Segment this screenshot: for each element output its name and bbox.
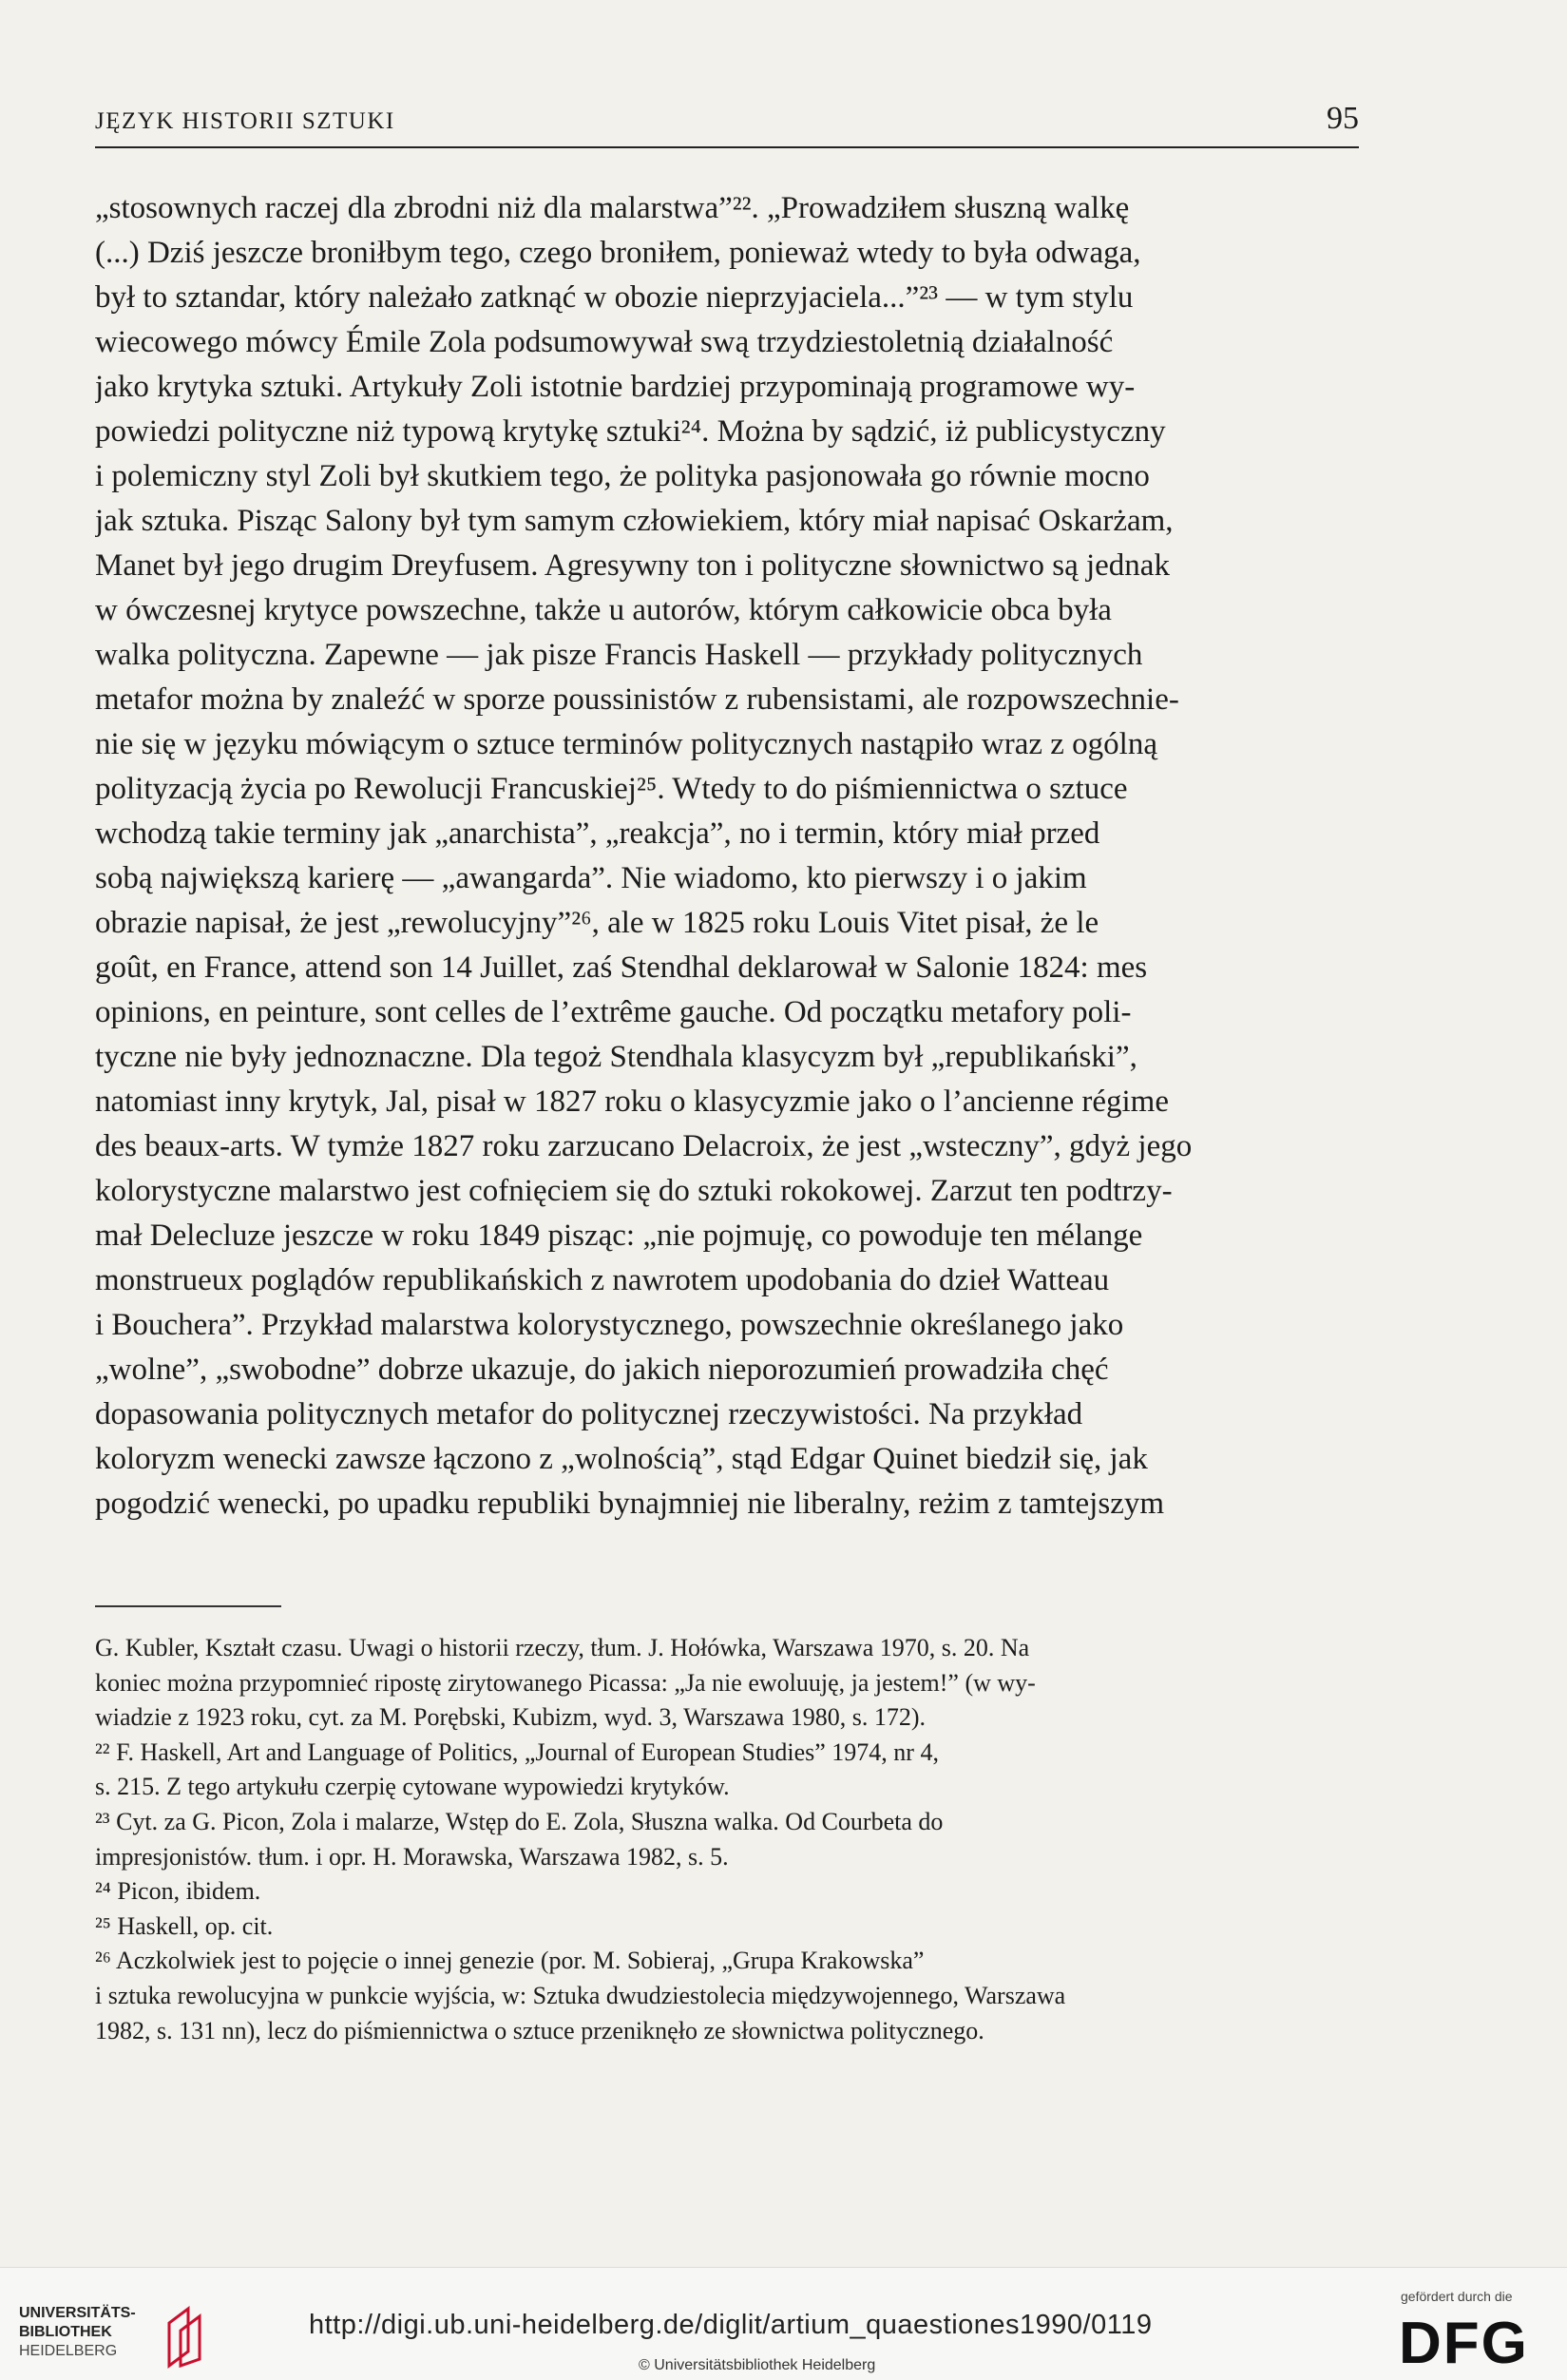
- body-line: „wolne”, „swobodne” dobrze ukazuje, do jakich nieporozumień prowadziła chęć: [95, 1353, 1109, 1387]
- footnote-line: 1982, s. 131 nn), lecz do piśmiennictwa o sztuce przeniknęło ze słownictwa politycznego.: [95, 2016, 984, 2044]
- library-emblem-icon: [160, 2304, 217, 2370]
- footnote-line: i sztuka rewolucyjna w punkcie wyjścia, w: Sztuka dwudziestolecia międzywojennego, Warszawa: [95, 1981, 1066, 2009]
- body-line: nie się w języku mówiącym o sztuce terminów politycznych nastąpiło wraz z ogólną: [95, 727, 1157, 761]
- body-line: pogodzić wenecki, po upadku republiki bynajmniej nie liberalny, reżim z tamtejszym: [95, 1487, 1165, 1521]
- body-line: jak sztuka. Pisząc Salony był tym samym człowiekiem, który miał napisać Oskarżam,: [95, 504, 1174, 538]
- copyright-notice: © Universitätsbibliothek Heidelberg: [639, 2357, 876, 2373]
- body-line: koloryzm wenecki zawsze łączono z „wolnością”, stąd Edgar Quinet biedził się, jak: [95, 1442, 1148, 1476]
- footnote-line: koniec można przypomnieć ripostę zirytowanego Picassa: „Ja nie ewoluuję, ja jestem!” (w wy-: [95, 1668, 1036, 1697]
- body-line: powiedzi polityczne niż typową krytykę sztuki²⁴. Można by sądzić, iż publicystyczny: [95, 414, 1166, 449]
- footnote-line: ²⁶ Aczkolwiek jest to pojęcie o innej genezie (por. M. Sobieraj, „Grupa Krakowska”: [95, 1947, 925, 1975]
- body-line: i Bouchera”. Przykład malarstwa kolorystycznego, powszechnie określanego jako: [95, 1308, 1124, 1342]
- running-head: JĘZYK HISTORII SZTUKI: [95, 108, 395, 134]
- body-line: w ówczesnej krytyce powszechne, także u autorów, którym całkowicie obca była: [95, 593, 1112, 627]
- body-line: Manet był jego drugim Dreyfusem. Agresywny ton i polityczne słownictwo są jednak: [95, 548, 1170, 583]
- body-line: mał Delecluze jeszcze w roku 1849 pisząc: „nie pojmuję, co powoduje ten mélange: [95, 1219, 1143, 1253]
- library-name-line: BIBLIOTHEK: [19, 2324, 112, 2340]
- footnote-line: ²⁵ Haskell, op. cit.: [95, 1911, 274, 1940]
- body-line: (...) Dziś jeszcze broniłbym tego, czego broniłem, ponieważ wtedy to była odwaga,: [95, 236, 1141, 270]
- footnote-line: ²³ Cyt. za G. Picon, Zola i malarze, Wstęp do E. Zola, Słuszna walka. Od Courbeta do: [95, 1807, 944, 1835]
- footnote-line: ²² F. Haskell, Art and Language of Politics, „Journal of European Studies” 1974, nr 4,: [95, 1737, 939, 1766]
- page-number: 95: [1327, 101, 1359, 136]
- body-line: des beaux-arts. W tymże 1827 roku zarzucano Delacroix, że jest „wsteczny”, gdyż jego: [95, 1129, 1193, 1163]
- body-line: goût, en France, attend son 14 Juillet, zaś Stendhal deklarował w Salonie 1824: mes: [95, 950, 1148, 985]
- body-line: był to sztandar, który należało zatknąć w obozie nieprzyjaciela...”²³ — w tym stylu: [95, 280, 1134, 315]
- footnotes: [95, 1631, 1378, 2048]
- body-line: natomiast inny krytyk, Jal, pisał w 1827 roku o klasycyzmie jako o l’ancienne régime: [95, 1084, 1169, 1119]
- body-line: obrazie napisał, że jest „rewolucyjny”²⁶, ale w 1825 roku Louis Vitet pisał, że le: [95, 906, 1099, 940]
- body-line: kolorystyczne malarstwo jest cofnięciem się do sztuki rokokowej. Zarzut ten podtrzy-: [95, 1174, 1173, 1208]
- body-text: [95, 186, 1378, 1526]
- body-line: i polemiczny styl Zoli był skutkiem tego, że polityka pasjonowała go równie mocno: [95, 459, 1150, 493]
- footnote-line: G. Kubler, Kształt czasu. Uwagi o historii rzeczy, tłum. J. Hołówka, Warszawa 1970, s. 20. Na: [95, 1634, 1030, 1661]
- footnote-line: ²⁴ Picon, ibidem.: [95, 1877, 261, 1906]
- svg-text:DFG: DFG: [1399, 2311, 1529, 2370]
- page-header: [95, 101, 1359, 148]
- permalink-url[interactable]: http://digi.ub.uni-heidelberg.de/diglit/artium_quaestiones1990/0119: [309, 2310, 1153, 2340]
- footnote-line: s. 215. Z tego artykułu czerpię cytowane wypowiedzi krytyków.: [95, 1773, 730, 1801]
- funder-label: gefördert durch die: [1401, 2289, 1513, 2304]
- digitization-footer: [0, 2267, 1567, 2380]
- funder-logo[interactable]: [1393, 2289, 1559, 2374]
- body-line: metafor można by znaleźć w sporze poussinistów z rubensistami, ale rozpowszechnie-: [95, 682, 1179, 717]
- body-line: jako krytyka sztuki. Artykuły Zoli istotnie bardziej przypominają programowe wy-: [95, 370, 1136, 404]
- footnote-separator: [95, 1605, 281, 1607]
- body-line: „stosownych raczej dla zbrodni niż dla malarstwa”²². „Prowadziłem słuszną walkę: [95, 191, 1130, 225]
- body-line: monstrueux poglądów republikańskich z nawrotem upodobania do dzieł Watteau: [95, 1263, 1110, 1297]
- body-line: tyczne nie były jednoznaczne. Dla tegoż Stendhala klasycyzm był „republikański”,: [95, 1040, 1137, 1074]
- body-line: wchodzą takie terminy jak „anarchista”, „reakcja”, no i termin, który miał przed: [95, 816, 1100, 851]
- body-line: polityzacją życia po Rewolucji Francuskiej²⁵. Wtedy to do piśmiennictwa o sztuce: [95, 772, 1128, 806]
- body-line: wiecowego mówcy Émile Zola podsumowywał swą trzydziestoletnią działalność: [95, 325, 1114, 359]
- dfg-logo-icon: [1393, 2308, 1559, 2370]
- body-line: sobą największą karierę — „awangarda”. Nie wiadomo, kto pierwszy i o jakim: [95, 861, 1087, 895]
- footnote-line: impresjonistów. tłum. i opr. H. Morawska, Warszawa 1982, s. 5.: [95, 1842, 729, 1871]
- footnote-line: wiadzie z 1923 roku, cyt. za M. Porębski, Kubizm, wyd. 3, Warszawa 1980, s. 172).: [95, 1703, 927, 1732]
- library-logo[interactable]: [19, 2304, 238, 2370]
- library-name-line: UNIVERSITÄTS-: [19, 2305, 136, 2321]
- body-line: opinions, en peinture, sont celles de l’extrême gauche. Od początku metafory poli-: [95, 995, 1132, 1029]
- library-name-line: HEIDELBERG: [19, 2343, 118, 2359]
- body-line: dopasowania politycznych metafor do politycznej rzeczywistości. Na przykład: [95, 1397, 1083, 1431]
- body-line: walka polityczna. Zapewne — jak pisze Francis Haskell — przykłady politycznych: [95, 638, 1143, 672]
